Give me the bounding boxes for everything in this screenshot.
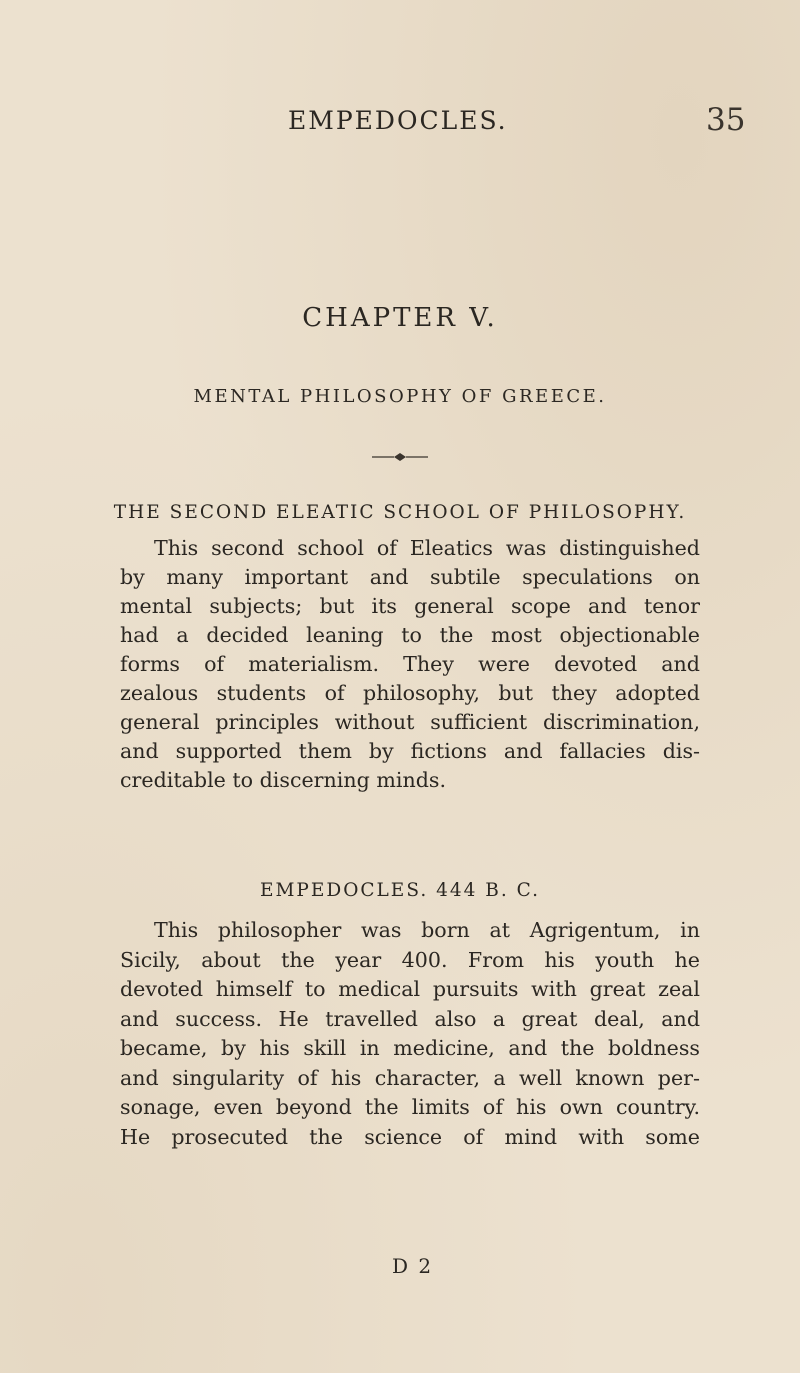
chapter-subtitle: MENTAL PHILOSOPHY OF GREECE. xyxy=(193,386,607,407)
paragraph-line: This second school of Eleatics was distinguished xyxy=(154,536,700,560)
paragraph-line: and singularity of his character, a well known per- xyxy=(120,1065,700,1090)
paragraph-line: mental subjects; but its general scope and tenor xyxy=(120,594,700,618)
paragraph-line: This philosopher was born at Agrigentum, in xyxy=(154,918,700,942)
paragraph-line: by many important and subtile speculations on xyxy=(120,565,700,589)
signature-mark: D 2 xyxy=(392,1254,434,1278)
paragraph-line: Sicily, about the year 400. From his youth he xyxy=(120,947,700,972)
paragraph-line: general principles without sufficient discrimination, xyxy=(120,710,700,734)
paragraph-line: devoted himself to medical pursuits with great zeal xyxy=(120,977,700,1001)
paragraph-line: became, by his skill in medicine, and the boldness xyxy=(120,1036,700,1060)
entry-paragraph xyxy=(120,916,700,1152)
paragraph-line: forms of materialism. They were devoted and xyxy=(120,652,700,676)
chapter-title: CHAPTER V. xyxy=(302,303,498,333)
paragraph-line: and supported them by fictions and fallacies dis- xyxy=(120,739,700,763)
paragraph-line: sonage, even beyond the limits of his own country. xyxy=(120,1095,700,1119)
paragraph-line: He prosecuted the science of mind with some xyxy=(120,1124,700,1149)
page-number: 35 xyxy=(706,102,746,138)
ornament-divider-icon xyxy=(370,450,430,464)
paragraph-line: creditable to discerning minds. xyxy=(120,768,447,792)
paragraph-line: had a decided leaning to the most objectionable xyxy=(120,623,700,647)
paragraph-line: and success. He travelled also a great deal, and xyxy=(120,1006,700,1031)
paragraph-line: zealous students of philosophy, but they adopted xyxy=(120,681,700,705)
running-head xyxy=(0,102,800,146)
running-title: EMPEDOCLES. xyxy=(288,106,508,135)
section-paragraph xyxy=(120,534,700,795)
section-heading: THE SECOND ELEATIC SCHOOL OF PHILOSOPHY. xyxy=(113,502,687,523)
entry-heading: EMPEDOCLES. 444 B. C. xyxy=(259,880,541,901)
